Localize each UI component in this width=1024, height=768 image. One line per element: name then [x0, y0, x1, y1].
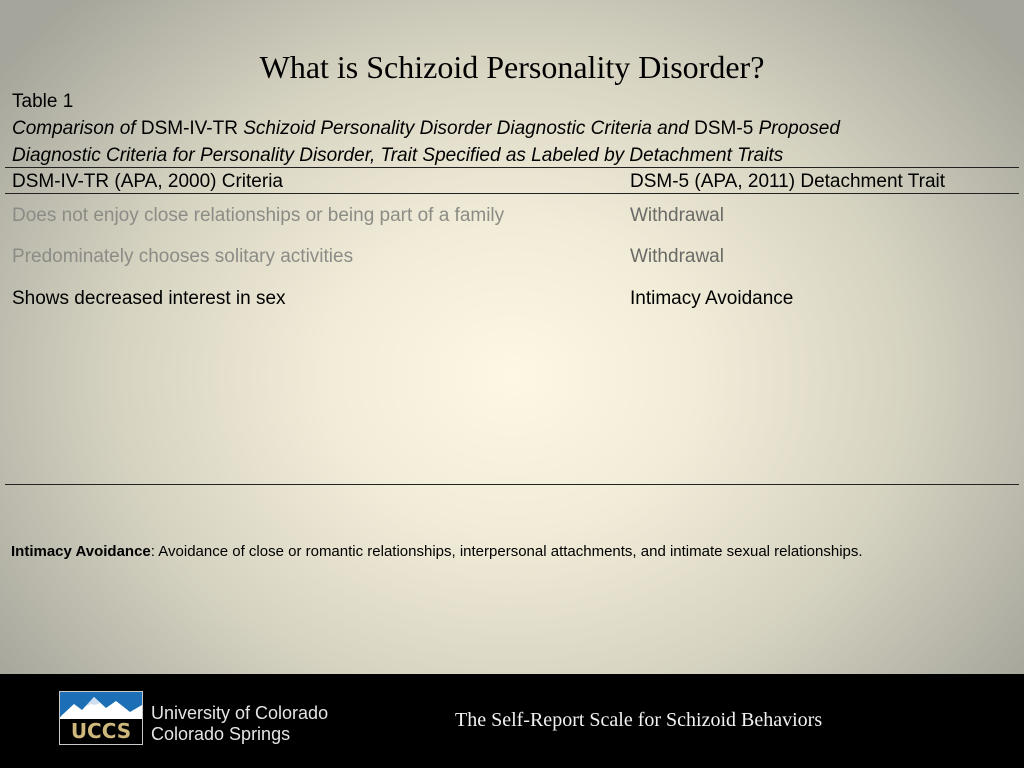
row-trait: Withdrawal [630, 205, 724, 226]
table-caption-line-2 [12, 142, 840, 169]
table-bottom-rule [5, 484, 1019, 485]
footnote [11, 540, 1001, 563]
caption-italic-4: Diagnostic Criteria for Personality Disorder, Trait Specified as Labeled by Detachment Traits [12, 145, 784, 166]
header-dsm-iv-tr-criteria: DSM-IV-TR (APA, 2000) Criteria [12, 171, 283, 192]
row-criterion: Predominately chooses solitary activities [12, 246, 354, 267]
row-criterion: Shows decreased interest in sex [12, 288, 286, 309]
uccs-logo-mark [60, 692, 142, 744]
caption-italic-2: Schizoid Personality Disorder Diagnostic Criteria and [243, 118, 689, 139]
caption-dsm-iv-tr: DSM-IV-TR [135, 118, 244, 139]
caption-dsm-5: DSM-5 [688, 118, 759, 139]
table-caption [12, 88, 840, 169]
table-header-rule [5, 193, 1019, 194]
caption-italic-1: Comparison of [12, 118, 136, 139]
slide-title: What is Schizoid Personality Disorder? [259, 49, 765, 85]
caption-italic-3: Proposed [758, 118, 840, 139]
footnote-definition: : Avoidance of close or romantic relationships, interpersonal attachments, and intimate sexual relationships. [150, 543, 863, 560]
footnote-term: Intimacy Avoidance [11, 543, 151, 560]
presentation-title: The Self-Report Scale for Schizoid Behaviors [455, 709, 823, 731]
uccs-logo [59, 691, 143, 745]
table-caption-line-1 [12, 115, 840, 142]
table-label: Table 1 [12, 91, 74, 112]
header-dsm-5-detachment-trait: DSM-5 (APA, 2011) Detachment Trait [630, 171, 946, 192]
footer-bar [0, 674, 1024, 768]
row-trait: Withdrawal [630, 246, 724, 267]
table-top-rule [5, 167, 1019, 168]
row-trait: Intimacy Avoidance [630, 288, 794, 309]
logo-text: UCCS [70, 719, 132, 743]
university-line-2: Colorado Springs [151, 724, 291, 744]
university-name [151, 703, 328, 745]
row-criterion: Does not enjoy close relationships or being part of a family [12, 205, 505, 226]
university-line-1: University of Colorado [151, 703, 329, 723]
